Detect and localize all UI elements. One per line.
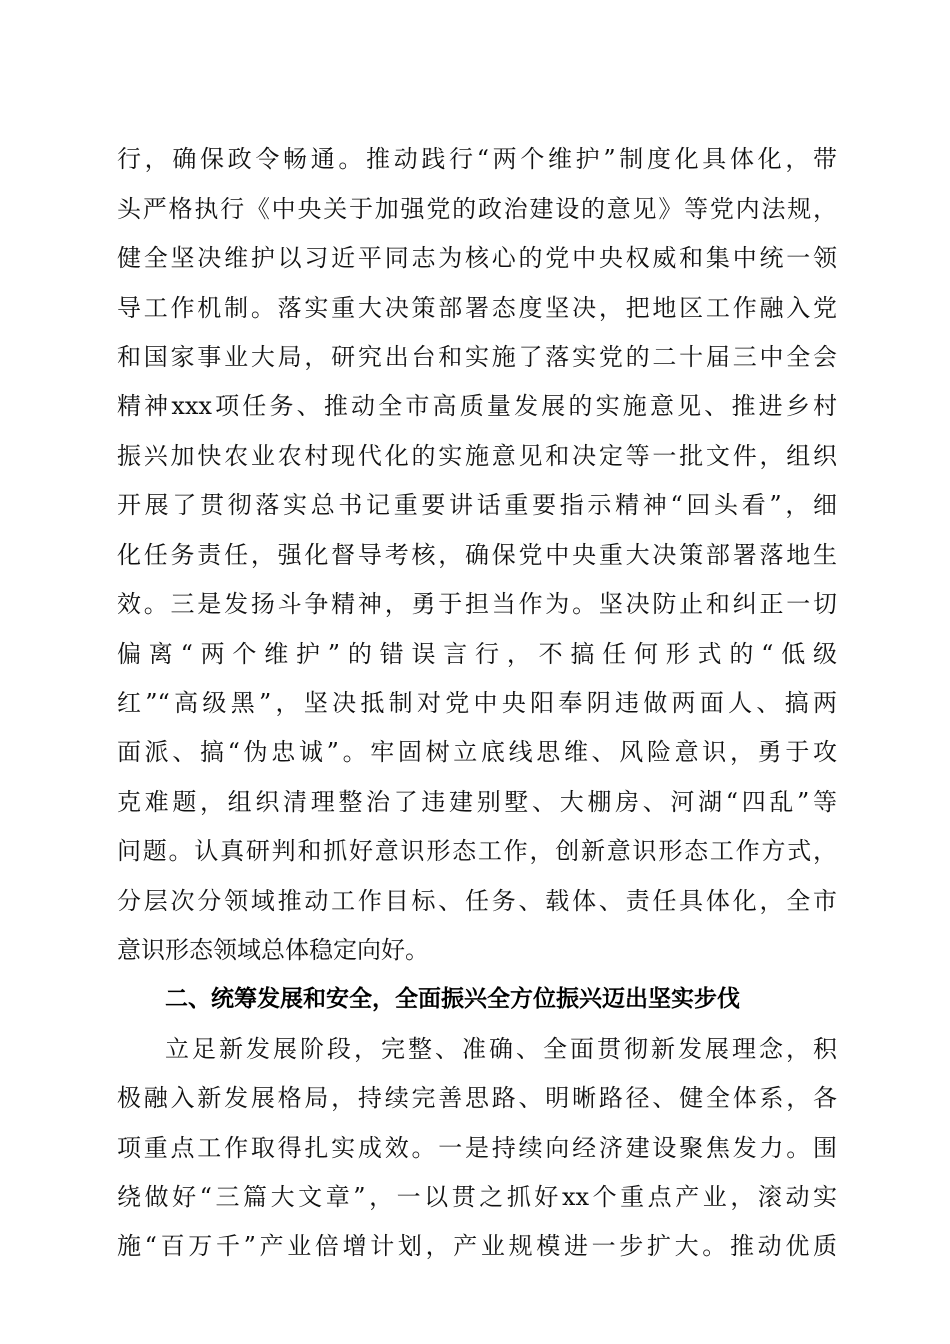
body-text-line: 和国家事业大局，研究出台和实施了落实党的二十届三中全会: [117, 343, 837, 371]
body-text-line: 项重点工作取得扎实成效。一是持续向经济建设聚焦发力。围: [117, 1134, 837, 1162]
body-text-line: 化任务责任，强化督导考核，确保党中央重大决策部署落地生: [117, 541, 837, 569]
body-text-line: 开展了贯彻落实总书记重要讲话重要指示精神“回头看”，细: [117, 491, 837, 519]
section-heading: 二、统筹发展和安全，全面振兴全方位振兴迈出坚实步伐: [165, 986, 740, 1012]
body-text-line: 分层次分领域推动工作目标、任务、载体、责任具体化，全市: [117, 887, 837, 915]
body-text-line: 振兴加快农业农村现代化的实施意见和决定等一批文件，组织: [117, 442, 837, 470]
body-text-line: 精神xxx项任务、推动全市高质量发展的实施意见、推进乡村: [117, 392, 837, 420]
body-text-line: 绕做好“三篇大文章”，一以贯之抓好xx个重点产业，滚动实: [117, 1183, 837, 1211]
body-text-line: 偏离“两个维护”的错误言行，不搞任何形式的“低级: [117, 640, 837, 668]
body-text-line: 面派、搞“伪忠诚”。牢固树立底线思维、风险意识，勇于攻: [117, 738, 837, 766]
body-text-line: 效。三是发扬斗争精神，勇于担当作为。坚决防止和纠正一切: [117, 590, 837, 618]
body-text-line: 立足新发展阶段，完整、准确、全面贯彻新发展理念，积: [165, 1035, 837, 1063]
body-text-line: 施“百万千”产业倍增计划，产业规模进一步扩大。推动优质: [117, 1232, 837, 1260]
body-text-line: 行，确保政令畅通。推动践行“两个维护”制度化具体化，带: [117, 145, 837, 173]
body-text-line: 问题。认真研判和抓好意识形态工作，创新意识形态工作方式，: [117, 837, 837, 865]
body-text-line: 导工作机制。落实重大决策部署态度坚决，把地区工作融入党: [117, 294, 837, 322]
body-text-line: 意识形态领域总体稳定向好。: [117, 936, 429, 964]
body-text-line: 头严格执行《中央关于加强党的政治建设的意见》等党内法规，: [117, 195, 837, 223]
body-text-line: 红”“高级黑”，坚决抵制对党中央阳奉阴违做两面人、搞两: [117, 689, 837, 717]
body-text-line: 克难题，组织清理整治了违建别墅、大棚房、河湖“四乱”等: [117, 788, 837, 816]
body-text-line: 健全坚决维护以习近平同志为核心的党中央权威和集中统一领: [117, 244, 837, 272]
body-text-line: 极融入新发展格局，持续完善思路、明晰路径、健全体系，各: [117, 1084, 837, 1112]
